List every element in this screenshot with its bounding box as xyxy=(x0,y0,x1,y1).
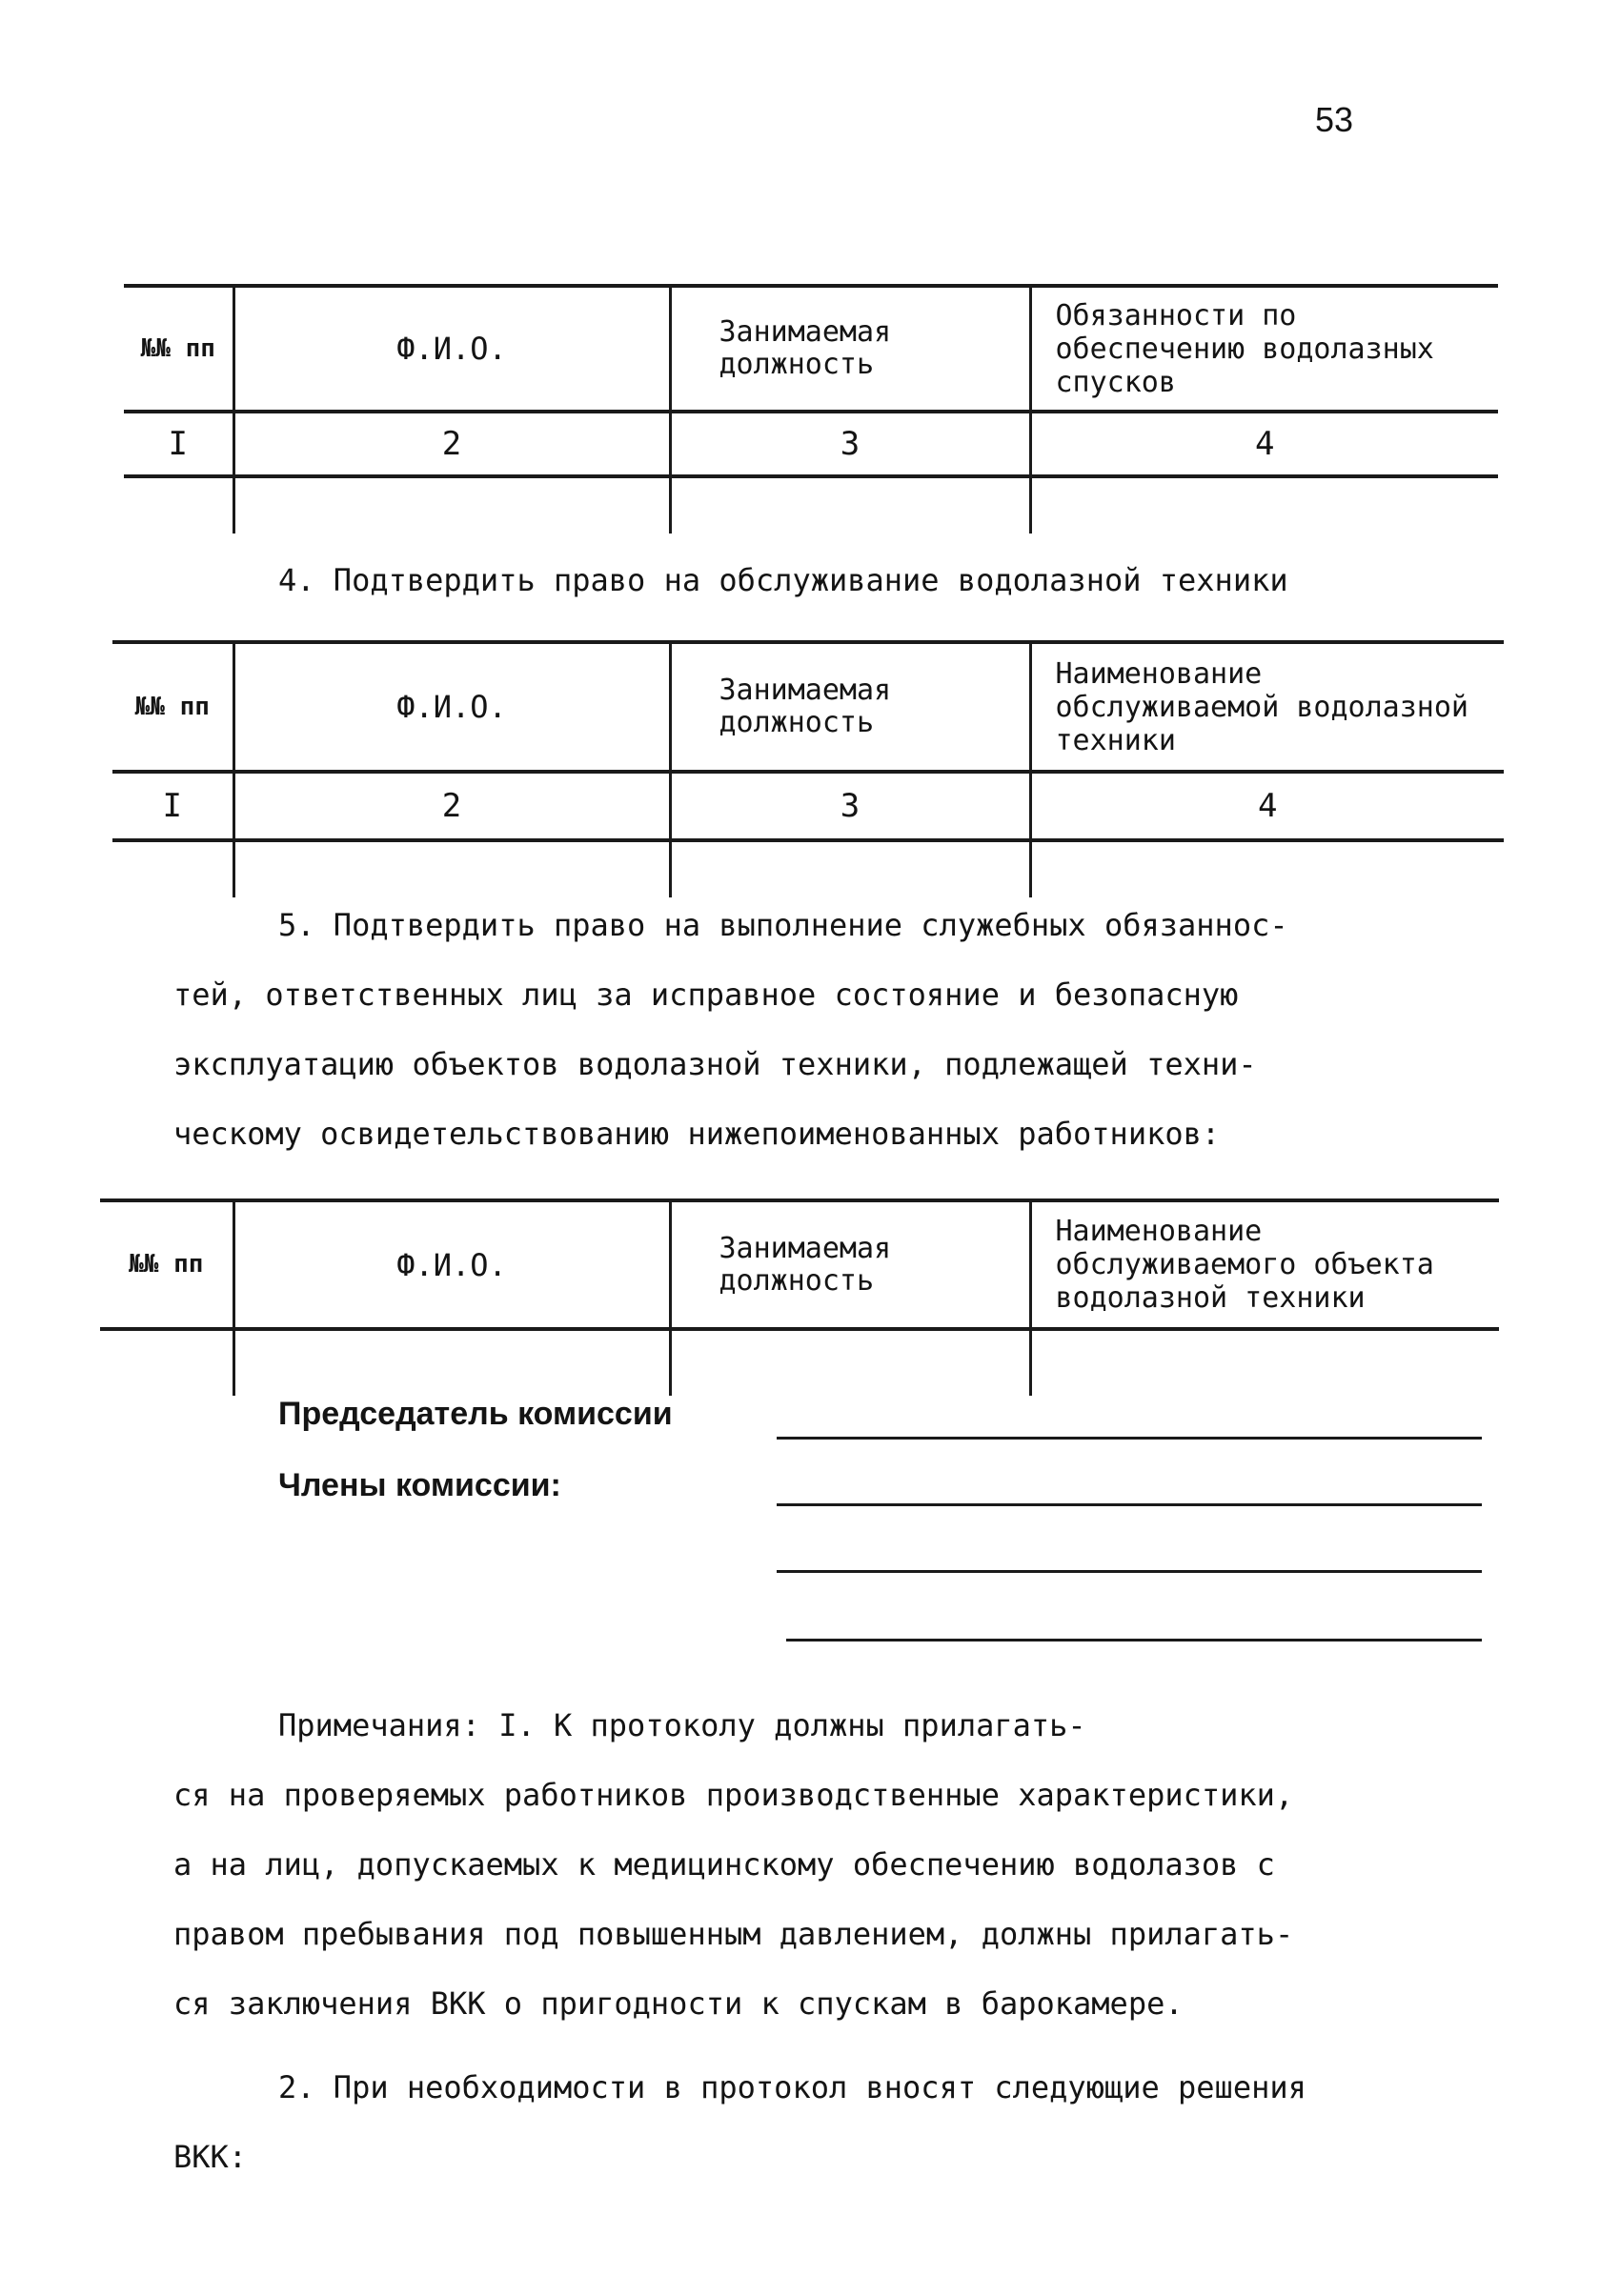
item-5-line: тей, ответственных лиц за исправное состояние и безопасную xyxy=(173,977,1239,1013)
column-number-cell: 4 xyxy=(1030,412,1498,476)
blank-cell xyxy=(1030,840,1504,897)
blank-cell xyxy=(233,840,670,897)
column-number-cell: 3 xyxy=(670,412,1030,476)
item-4-text: 4. Подтвердить право на обслуживание водолазной техники xyxy=(278,562,1288,598)
header-number: №№ пп xyxy=(100,1200,233,1329)
blank-cell xyxy=(1030,476,1498,534)
header-position: Занимаемая должность xyxy=(670,1200,1030,1329)
notes-line: Примечания: I. К протоколу должны прилагать- xyxy=(278,1707,1086,1743)
column-number-cell: 2 xyxy=(233,772,670,840)
page-number: 53 xyxy=(1315,100,1354,139)
member-signature-line xyxy=(777,1570,1482,1573)
column-number-cell: 2 xyxy=(233,412,670,476)
members-label: Члены комиссии: xyxy=(278,1467,561,1503)
header-fio: Ф.И.О. xyxy=(233,286,670,412)
column-number-cell: 3 xyxy=(670,772,1030,840)
header-equipment-object: Наименование обслуживаемого объекта водолазной техники xyxy=(1030,1200,1499,1329)
header-number: №№ пп xyxy=(124,286,233,412)
notes-line: а на лиц, допускаемых к медицинскому обеспечению водолазов с xyxy=(173,1846,1275,1883)
header-number: №№ пп xyxy=(112,642,233,772)
blank-cell xyxy=(670,1329,1030,1396)
notes-line: правом пребывания под повышенным давлением, должны прилагать- xyxy=(173,1916,1294,1952)
header-duties: Обязанности по обеспечению водолазных спусков xyxy=(1030,286,1498,412)
notes-item-2-line: 2. При необходимости в протокол вносят следующие решения xyxy=(278,2069,1306,2105)
table-equipment-servicing xyxy=(112,640,1504,897)
notes-line: ся заключения ВКК о пригодности к спускам в барокамере. xyxy=(173,1985,1184,2022)
header-equipment: Наименование обслуживаемой водолазной техники xyxy=(1030,642,1504,772)
blank-cell xyxy=(112,840,233,897)
column-number-cell: I xyxy=(112,772,233,840)
chairman-signature-line xyxy=(777,1437,1482,1440)
item-5-line: ческому освидетельствованию нижепоименованных работников: xyxy=(173,1116,1221,1152)
blank-cell xyxy=(100,1329,233,1396)
header-position: Занимаемая должность xyxy=(670,286,1030,412)
blank-cell xyxy=(233,1329,670,1396)
notes-line: ся на проверяемых работников производственные характеристики, xyxy=(173,1777,1294,1813)
table-diving-duties xyxy=(124,284,1498,534)
blank-cell xyxy=(1030,1329,1499,1396)
notes-item-2-line: ВКК: xyxy=(173,2139,248,2175)
item-5-line: 5. Подтвердить право на выполнение служебных обязаннос- xyxy=(278,907,1288,943)
blank-cell xyxy=(124,476,233,534)
header-fio: Ф.И.О. xyxy=(233,1200,670,1329)
chairman-label: Председатель комиссии xyxy=(278,1396,673,1432)
blank-cell xyxy=(670,840,1030,897)
item-5-line: эксплуатацию объектов водолазной техники, подлежащей техни- xyxy=(173,1046,1257,1082)
header-fio: Ф.И.О. xyxy=(233,642,670,772)
header-position: Занимаемая должность xyxy=(670,642,1030,772)
blank-cell xyxy=(233,476,670,534)
member-signature-line xyxy=(786,1639,1482,1641)
member-signature-line xyxy=(777,1503,1482,1506)
table-responsible-persons xyxy=(100,1198,1499,1396)
column-number-cell: I xyxy=(124,412,233,476)
column-number-cell: 4 xyxy=(1030,772,1504,840)
blank-cell xyxy=(670,476,1030,534)
